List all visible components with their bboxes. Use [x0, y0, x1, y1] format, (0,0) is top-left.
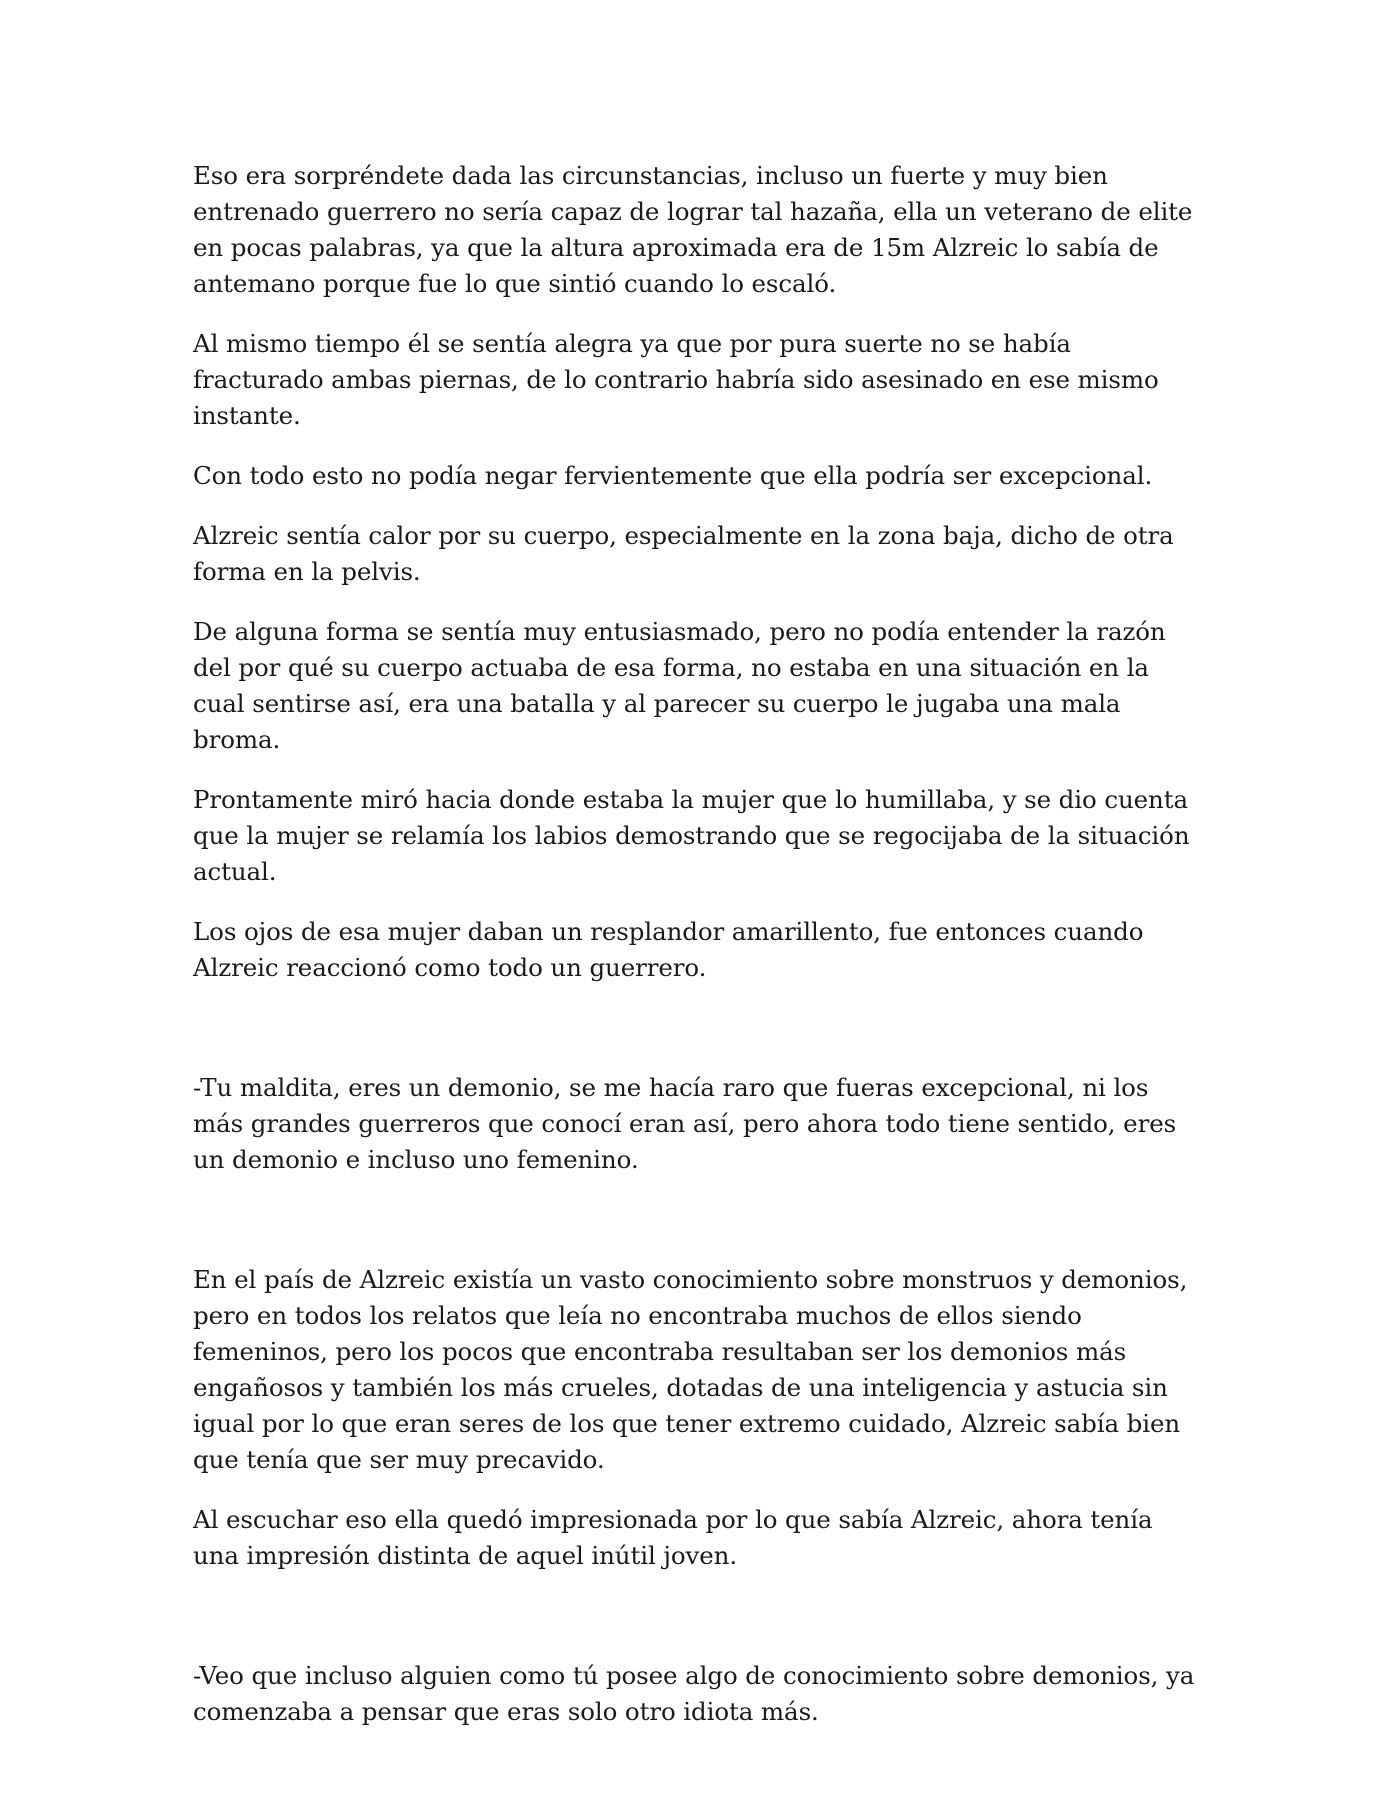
paragraph-6: Prontamente miró hacia donde estaba la mujer que lo humillaba, y se dio cuenta que la mujer se relamía los labios demostrando que se regocijaba de la situación actual. — [193, 785, 1190, 886]
paragraph-3: Con todo esto no podía negar fervientemente que ella podría ser excepcional. — [193, 461, 1153, 490]
dialogue-2: -Veo que incluso alguien como tú posee algo de conocimiento sobre demonios, ya comenzaba a pensar que eras solo otro idiota más. — [193, 1661, 1195, 1726]
dialogue-1: -Tu maldita, eres un demonio, se me hacía raro que fueras excepcional, ni los más grandes guerreros que conocí eran así, pero ahora todo tiene sentido, eres un demonio e incluso uno femenino. — [193, 1073, 1177, 1174]
paragraph-4: Alzreic sentía calor por su cuerpo, especialmente en la zona baja, dicho de otra forma en la pelvis. — [193, 521, 1174, 586]
paragraph-1: Eso era sorpréndete dada las circunstancias, incluso un fuerte y muy bien entrenado guerrero no sería capaz de lograr tal hazaña, ella un veterano de elite en pocas palabras, ya que la altura aproximada era de 15m Alzreic lo sabía de antemano porque fue lo que sintió cuando lo escaló. — [193, 161, 1193, 298]
document-body — [193, 158, 1205, 1754]
paragraph-9: Al escuchar eso ella quedó impresionada por lo que sabía Alzreic, ahora tenía una impresión distinta de aquel inútil joven. — [193, 1505, 1153, 1570]
paragraph-5: De alguna forma se sentía muy entusiasmado, pero no podía entender la razón del por qué su cuerpo actuaba de esa forma, no estaba en una situación en la cual sentirse así, era una batalla y al parecer su cuerpo le jugaba una mala broma. — [193, 617, 1166, 754]
paragraph-7: Los ojos de esa mujer daban un resplandor amarillento, fue entonces cuando Alzreic reaccionó como todo un guerrero. — [193, 917, 1144, 982]
paragraph-2: Al mismo tiempo él se sentía alegra ya que por pura suerte no se había fracturado ambas piernas, de lo contrario habría sido asesinado en ese mismo instante. — [193, 329, 1159, 430]
paragraph-8: En el país de Alzreic existía un vasto conocimiento sobre monstruos y demonios, pero en todos los relatos que leía no encontraba muchos de ellos siendo femeninos, pero los pocos que encontraba resultaban ser los demonios más engañosos y también los más crueles, dotadas de una inteligencia y astucia sin igual por lo que eran seres de los que tener extremo cuidado, Alzreic sabía bien que tenía que ser muy precavido. — [193, 1265, 1188, 1474]
